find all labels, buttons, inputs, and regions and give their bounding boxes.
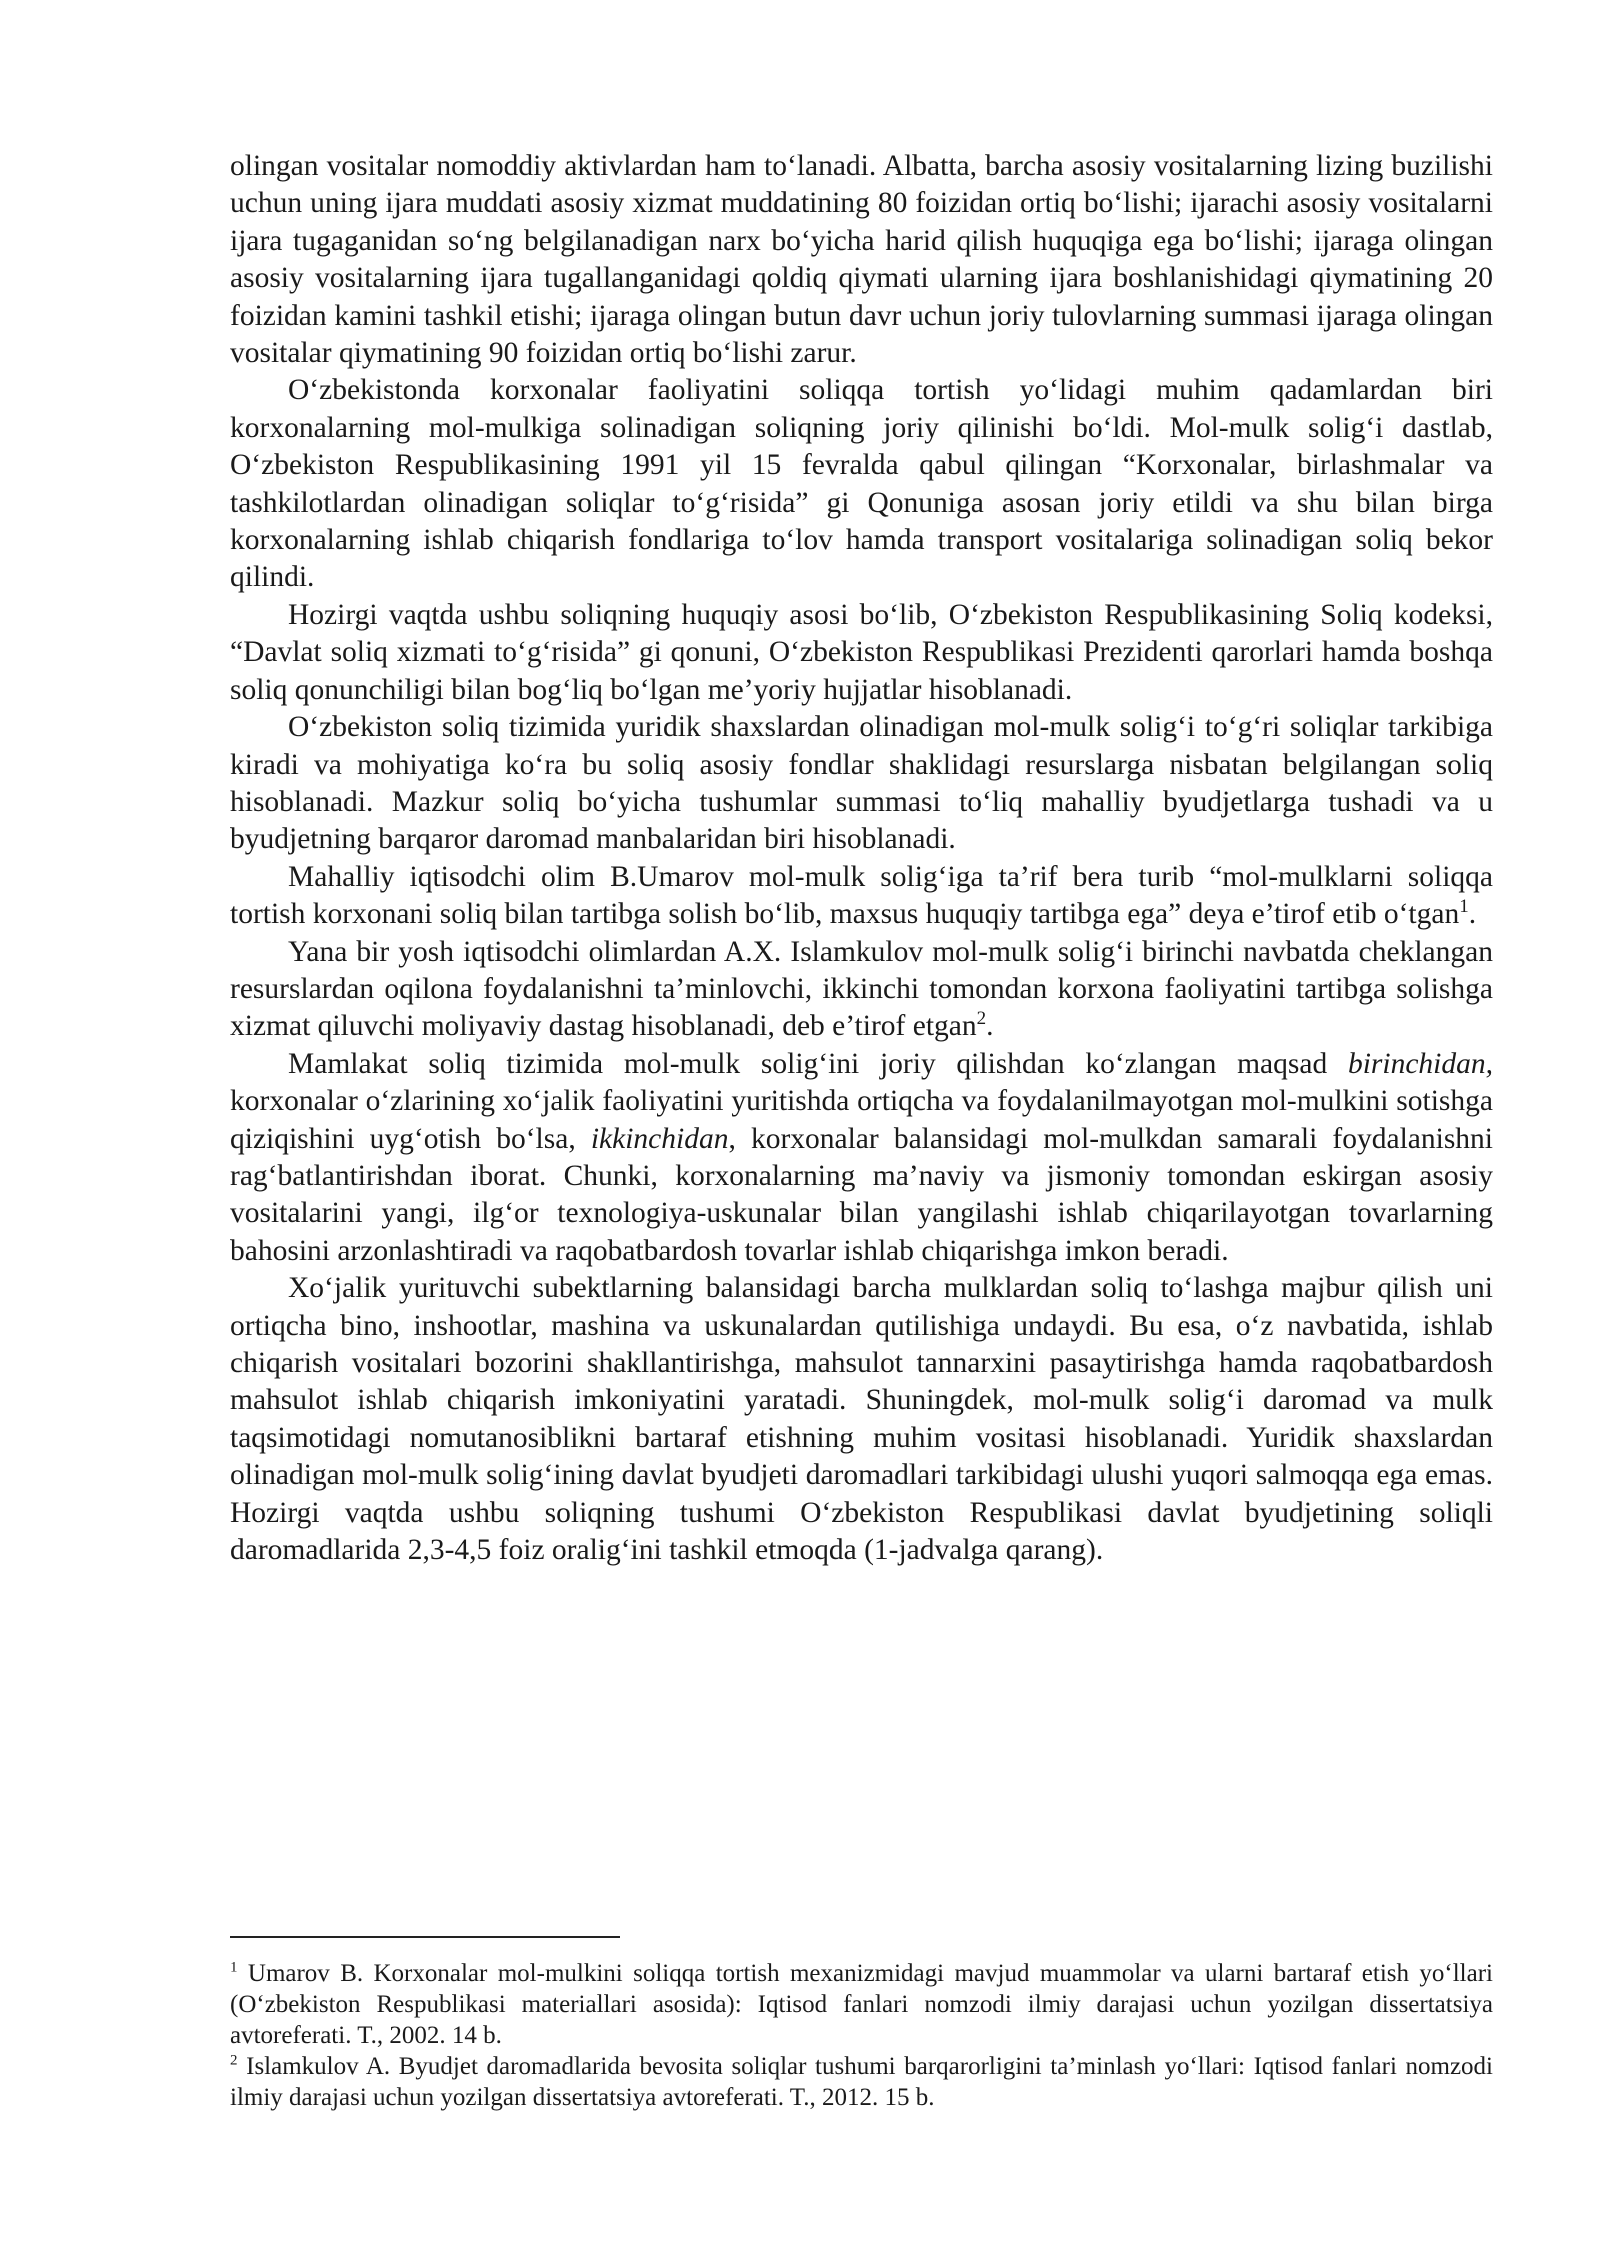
footnote-text: Islamkulov A. Byudjet daromadlarida bevosita soliqlar tushumi barqarorligini ta’minlash yo‘llari: Iqtisod fanlari nomzodi ilmiy darajasi uchun yozilgan dissertatsiya avtoreferati. T., 2012. 15 b. (230, 2053, 1493, 2111)
paragraph-islamkulov-definition (230, 934, 1493, 1046)
paragraph-text: Yana bir yosh iqtisodchi olimlardan A.X. Islamkulov mol-mulk solig‘i birinchi navbatda cheklangan resurslardan oqilona foydalanishni ta’minlovchi, ikkinchi tomondan korxona faoliyatini tartibga solishga xizmat qiluvchi moliyaviy dastag hisoblanadi, deb e’tirof etgan (230, 935, 1493, 1043)
paragraph-legal-basis (230, 597, 1493, 709)
paragraph-text: Mahalliy iqtisodchi olim B.Umarov mol-mulk solig‘iga ta’rif bera turib “mol-mulklarni soliqqa tortish korxonani soliq bilan tartibga solish bo‘lib, maxsus huquqiy tartibga ega” deya e’tirof etib o‘tgan (230, 860, 1493, 931)
paragraph-leasing-criteria (230, 148, 1493, 372)
paragraph-punctuation: . (986, 1010, 994, 1043)
footnote-reference-2[interactable]: 2 (976, 1008, 987, 1030)
emphasis-ikkinchidan: ikkinchidan (590, 1122, 729, 1155)
paragraph-text-middle: korxonalar o‘zlarining xo‘jalik faoliyatini yuritishda ortiqcha va foydalanilmayotgan mol-mulkini sotishga qiziqishini uyg‘otish bo‘lsa, (230, 1085, 1493, 1155)
paragraph-punctuation: . (1468, 898, 1477, 931)
footnote-reference-1[interactable]: 1 (1459, 896, 1469, 918)
emphasis-birinchidan: birinchidan, (1347, 1047, 1493, 1080)
document-body (230, 148, 1493, 1569)
paragraph-text: Xo‘jalik yurituvchi subektlarning balansidagi barcha mulklardan soliq to‘lashga majbur qilish uni ortiqcha bino, inshootlar, mashina va uskunalardan qutilishiga undaydi. Bu esa, o‘z navbatida, ishlab chiqarish vositalari bozorini shakllantirishga, mahsulot tannarxini pasaytirishga hamda raqobatbardosh mahsulot ishlab chiqarish imkoniyatini yaratadi. Shuningdek, mol-mulk solig‘i daromad va mulk taqsimotidagi nomutanosiblikni bartaraf etishning muhim vositasi hisoblanadi. Yuridik shaxslardan olinadigan mol-mulk solig‘ining davlat byudjeti daromadlari tarkibidagi ulushi yuqori salmoqqa ega emas. Hozirgi vaqtda ushbu soliqning tushumi O‘zbekiston Respublikasi davlat byudjetining soliqli daromadlarida 2,3-4,5 foiz oralig‘ini tashkil etmoqda (1-jadvalga qarang). (230, 1272, 1493, 1567)
paragraph-text: Mamlakat soliq tizimida mol-mulk solig‘ini joriy qilishdan ko‘zlangan maqsad (288, 1047, 1348, 1080)
footnote-text: Umarov B. Korxonalar mol-mulkini soliqqa tortish mexanizmidagi mavjud muammolar va ularni bartaraf etish yo‘llari (O‘zbekiston Respublikasi materiallari asosida): Iqtisod fanlari nomzodi ilmiy darajasi uchun yozilgan dissertatsiya avtoreferati. T., 2002. 14 b. (230, 1960, 1493, 2049)
footnote-1 (230, 1958, 1493, 2051)
footnotes (230, 1958, 1493, 2113)
footnote-mark: 1 (230, 1959, 238, 1976)
paragraph-tax-goals (230, 1046, 1493, 1270)
paragraph-budget-share (230, 1270, 1493, 1569)
paragraph-text: O‘zbekistonda korxonalar faoliyatini soliqqa tortish yo‘lidagi muhim qadamlardan biri korxonalarning mol-mulkiga solinadigan soliqning joriy qilinishi bo‘ldi. Mol-mulk solig‘i dastlab, O‘zbekiston Respublikasining 1991 yil 15 fevralda qabul qilingan “Korxonalar, birlashmalar va tashkilotlardan olinadigan soliqlar to‘g‘risida” gi Qonuniga asosan joriy etildi va shu bilan birga korxonalarning ishlab chiqarish fondlariga to‘lov hamda transport vositalariga solinadigan soliq bekor qilindi. (230, 374, 1493, 594)
paragraph-umarov-definition (230, 859, 1493, 934)
footnote-2 (230, 2051, 1493, 2113)
paragraph-property-tax-introduction (230, 372, 1493, 596)
paragraph-text: olingan vositalar nomoddiy aktivlardan ham to‘lanadi. Albatta, barcha asosiy vositalarning lizing buzilishi uchun uning ijara muddati asosiy xizmat muddatining 80 foizidan ortiq bo‘lishi; ijarachi asosiy vositalarni ijara tugaganidan so‘ng belgilanadigan narx bo‘yicha harid qilish huquqiga ega bo‘lishi; ijaraga olingan asosiy vositalarning ijara tugallanganidagi qoldiq qiymati ularning ijara boshlanishidagi qiymatining 20 foizidan kamini tashkil etishi; ijaraga olingan butun davr uchun joriy tulovlarning summasi ijaraga olingan vositalar qiymatining 90 foizidan ortiq bo‘lishi zarur. (230, 150, 1493, 370)
footnote-separator (230, 1936, 620, 1938)
paragraph-tax-system-classification (230, 709, 1493, 859)
paragraph-text: Hozirgi vaqtda ushbu soliqning huquqiy asosi bo‘lib, O‘zbekiston Respublikasining Soliq kodeksi, “Davlat soliq xizmati to‘g‘risida” gi qonuni, O‘zbekiston Respublikasi Prezidenti qarorlari hamda boshqa soliq qonunchiligi bilan bog‘liq bo‘lgan me’yoriy hujjatlar hisoblanadi. (230, 598, 1493, 706)
paragraph-text-tail: , korxonalar balansidagi mol-mulkdan samarali foydalanishni rag‘batlantirishdan iborat. Chunki, korxonalarning ma’naviy va jismoniy tomondan eskirgan asosiy vositalarini yangi, ilg‘or texnologiya-uskunalar bilan yangilashi ishlab chiqarilayotgan tovarlarning bahosini arzonlashtiradi va raqobatbardosh tovarlar ishlab chiqarishga imkon beradi. (230, 1122, 1493, 1267)
footnote-mark: 2 (230, 2052, 238, 2069)
paragraph-text: O‘zbekiston soliq tizimida yuridik shaxslardan olinadigan mol-mulk solig‘i to‘g‘ri soliqlar tarkibiga kiradi va mohiyatiga ko‘ra bu soliq asosiy fondlar shaklidagi resurslarga nisbatan belgilangan soliq hisoblanadi. Mazkur soliq bo‘yicha tushumlar summasi to‘liq mahalliy byudjetlarga tushadi va u byudjetning barqaror daromad manbalaridan biri hisoblanadi. (230, 711, 1493, 856)
